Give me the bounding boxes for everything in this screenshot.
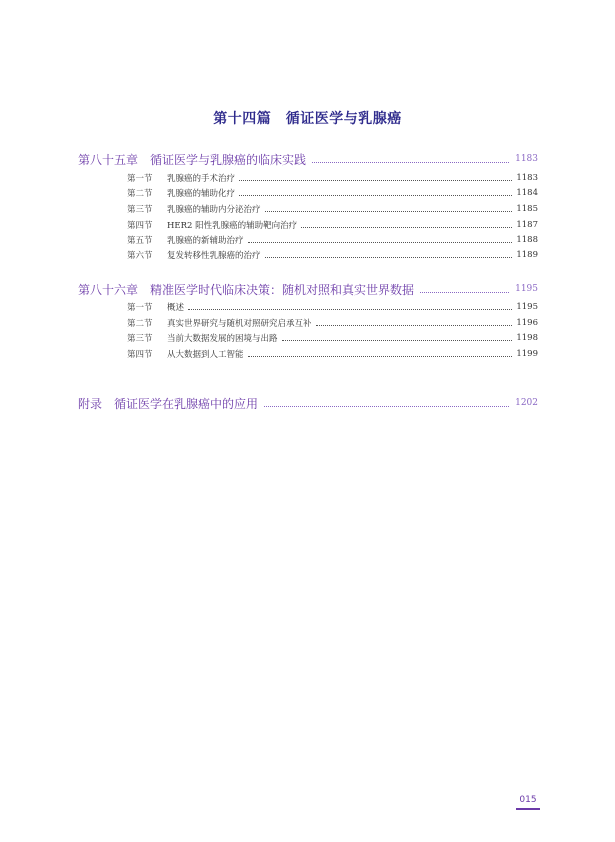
- appendix-title: 附录 循证医学在乳腺癌中的应用: [78, 396, 259, 411]
- toc-section[interactable]: [127, 171, 538, 185]
- section-number: 第四节: [127, 221, 153, 231]
- page-number: 015: [519, 795, 537, 805]
- dot-leader: [239, 194, 512, 196]
- chapter-page: 1183: [515, 154, 538, 164]
- section-page: 1196: [516, 318, 538, 328]
- section-number: 第二节: [127, 189, 153, 199]
- section-title: 乳腺癌的手术治疗: [167, 174, 236, 184]
- section-number: 第三节: [127, 205, 153, 215]
- section-number: 第一节: [127, 174, 153, 184]
- toc-section[interactable]: [127, 331, 538, 345]
- section-page: 1187: [516, 220, 538, 230]
- dot-leader: [264, 405, 509, 407]
- part-title: 第十四篇 循证医学与乳腺癌: [213, 111, 402, 127]
- chapter-title: 第八十五章 循证医学与乳腺癌的临床实践: [78, 152, 307, 167]
- section-number: 第二节: [127, 319, 153, 329]
- chapter-title: 第八十六章 精准医学时代临床决策：随机对照和真实世界数据: [78, 282, 415, 297]
- section-page: 1189: [516, 250, 538, 260]
- page-number-underline: [516, 808, 540, 810]
- toc-section[interactable]: [127, 186, 538, 200]
- section-title: HER2 阳性乳腺癌的辅助靶向治疗: [167, 221, 298, 231]
- dot-leader: [248, 355, 513, 357]
- section-page: 1195: [516, 302, 538, 312]
- dot-leader: [188, 308, 512, 310]
- dot-leader: [316, 324, 513, 326]
- section-title: 复发转移性乳腺癌的治疗: [167, 251, 261, 261]
- toc-appendix[interactable]: [78, 395, 538, 411]
- appendix-page: 1202: [515, 398, 538, 408]
- section-title: 乳腺癌的新辅助治疗: [167, 236, 244, 246]
- section-title: 概述: [167, 303, 185, 313]
- dot-leader: [282, 339, 513, 341]
- section-page: 1185: [516, 204, 538, 214]
- section-number: 第三节: [127, 334, 153, 344]
- toc-chapter-85[interactable]: [78, 151, 538, 167]
- section-title: 乳腺癌的辅助内分泌治疗: [167, 205, 261, 215]
- toc-section[interactable]: [127, 316, 538, 330]
- section-title: 当前大数据发展的困境与出路: [167, 334, 278, 344]
- dot-leader: [265, 256, 513, 258]
- dot-leader: [301, 226, 512, 228]
- section-page: 1183: [516, 173, 538, 183]
- dot-leader: [420, 291, 509, 293]
- section-page: 1184: [516, 188, 538, 198]
- section-number: 第六节: [127, 251, 153, 261]
- section-page: 1198: [516, 333, 538, 343]
- toc-section[interactable]: [127, 300, 538, 314]
- toc-section[interactable]: [127, 248, 538, 262]
- section-page: 1199: [516, 349, 538, 359]
- section-page: 1188: [516, 235, 538, 245]
- section-number: 第四节: [127, 350, 153, 360]
- dot-leader: [312, 161, 509, 163]
- toc-chapter-86[interactable]: [78, 281, 538, 297]
- chapter-page: 1195: [515, 284, 538, 294]
- section-number: 第一节: [127, 303, 153, 313]
- section-title: 从大数据到人工智能: [167, 350, 244, 360]
- dot-leader: [265, 210, 513, 212]
- toc-section[interactable]: [127, 347, 538, 361]
- section-title: 真实世界研究与随机对照研究启承互补: [167, 319, 312, 329]
- dot-leader: [248, 241, 513, 243]
- toc-section[interactable]: [127, 233, 538, 247]
- section-number: 第五节: [127, 236, 153, 246]
- toc-section[interactable]: [127, 202, 538, 216]
- section-title: 乳腺癌的辅助化疗: [167, 189, 236, 199]
- dot-leader: [239, 179, 512, 181]
- toc-section[interactable]: [127, 218, 538, 232]
